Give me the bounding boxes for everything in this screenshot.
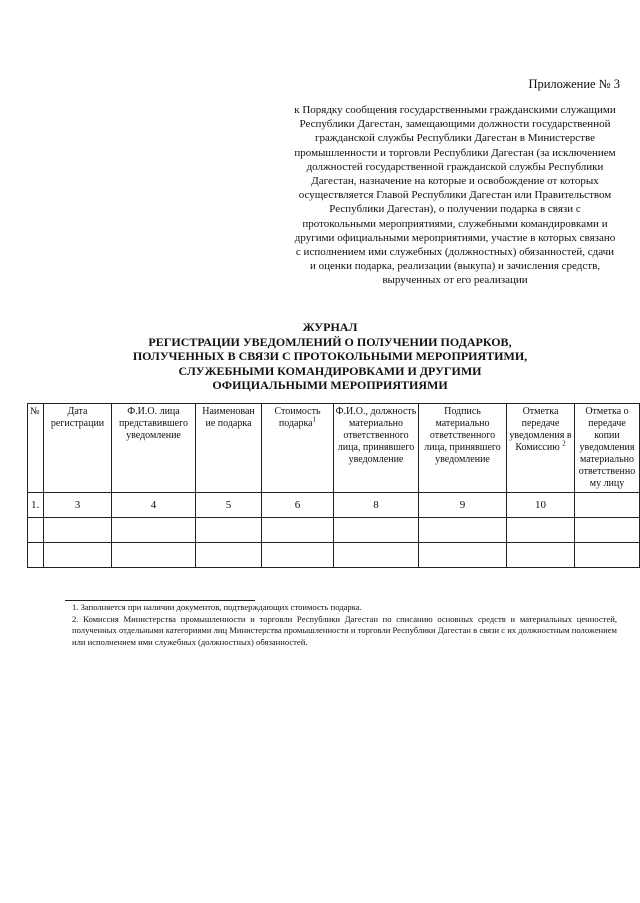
col-header-date: Дата регистрации [44, 404, 112, 493]
table-cell [262, 518, 334, 543]
preamble-text: к Порядку сообщения государственными гражданскими служащими Республики Дагестан, замещающими должности государственной гражданской службы Республики Дагестан в Министерстве промышленности и торговли Республики Дагестан (за исключением должностей государственной гражданской службы Республики Дагестан, назначение на которые и освобождение от которых осуществляется Главой Республики Дагестан или Правительством Республики Дагестан), о получении подарка в связи с протокольными мероприятиями, служебными командировками и другими официальными мероприятиями, участие в которых связано с исполнением ими служебных (должностных) обязанностей, сдачи и оценки подарка, реализации (выкупа) и зачисления средств, вырученных от его реализации [294, 104, 616, 287]
table-cell [262, 543, 334, 568]
col-header-gift-name: Наименован ие подарка [196, 404, 262, 493]
commission-header-text: Отметка передаче уведомления в Комиссию [509, 406, 572, 453]
table-cell: 3 [44, 493, 112, 518]
table-cell [575, 493, 640, 518]
col-header-commission-mark [507, 404, 575, 493]
appendix-label: Приложение № 3 [528, 77, 620, 91]
footnote-divider [65, 600, 255, 601]
col-header-submitter: Ф.И.О. лица представившего уведомление [112, 404, 196, 493]
footnote-1: 1. Заполняется при наличии документов, подтверждающих стоимость подарка. [72, 602, 362, 612]
table-row [28, 543, 640, 568]
footnote-ref: 2 [562, 439, 566, 448]
title-line: СЛУЖЕБНЫМИ КОМАНДИРОВКАМИ И ДРУГИМИ [178, 363, 482, 378]
table-cell [507, 518, 575, 543]
table-cell [575, 543, 640, 568]
table-cell [28, 518, 44, 543]
table-cell [44, 543, 112, 568]
title-line: ПОЛУЧЕННЫХ В СВЯЗИ С ПРОТОКОЛЬНЫМИ МЕРОПРИЯТИМИ, [132, 349, 528, 364]
table-cell [419, 543, 507, 568]
table-cell: 4 [112, 493, 196, 518]
table-row [28, 493, 640, 518]
table-row [28, 518, 640, 543]
table-cell: 6 [262, 493, 334, 518]
header-row [28, 404, 640, 493]
table-cell [419, 518, 507, 543]
table-cell [196, 518, 262, 543]
table-cell [112, 518, 196, 543]
cost-header-text: Стоимость подарка [274, 406, 321, 429]
table-cell [334, 518, 419, 543]
table-cell [28, 543, 44, 568]
table-cell: 8 [334, 493, 419, 518]
col-header-number: № [28, 404, 44, 493]
table-cell [575, 518, 640, 543]
col-header-copy-mark: Отметка о передаче копии уведомления материально ответственно му лицу [575, 404, 640, 493]
table-cell [334, 543, 419, 568]
footnotes [72, 602, 617, 648]
table-cell [507, 543, 575, 568]
table-cell [112, 543, 196, 568]
col-header-gift-cost [262, 404, 334, 493]
table-cell [196, 543, 262, 568]
table-cell: 1. [28, 493, 44, 518]
col-header-responsible-person: Ф.И.О., должность материально ответственного лица, принявшего уведомление [334, 404, 419, 493]
col-header-signature: Подпись материально ответственного лица, принявшего уведомление [419, 404, 507, 493]
journal-title [60, 320, 600, 393]
journal-table [27, 403, 640, 568]
footnote-ref: 1 [312, 415, 317, 424]
table-cell: 9 [419, 493, 507, 518]
table-cell: 5 [196, 493, 262, 518]
title-line: ОФИЦИАЛЬНЫМИ МЕРОПРИЯТИЯМИ [212, 378, 448, 393]
table-cell: 10 [507, 493, 575, 518]
title-line: ЖУРНАЛ [302, 320, 358, 334]
footnote-2: 2. Комиссия Министерства промышленности и торговли Республики Дагестан по списанию основных средств и материальных ценностей, полученных отдельными категориями лиц Министерства промышленности и торговли Республики Дагестан в связи с их должностным положением или исполнением ими служебных (должностных) обязанностей. [72, 613, 617, 647]
table-cell [44, 518, 112, 543]
title-line: РЕГИСТРАЦИИ УВЕДОМЛЕНИЙ О ПОЛУЧЕНИИ ПОДАРКОВ, [148, 334, 512, 349]
